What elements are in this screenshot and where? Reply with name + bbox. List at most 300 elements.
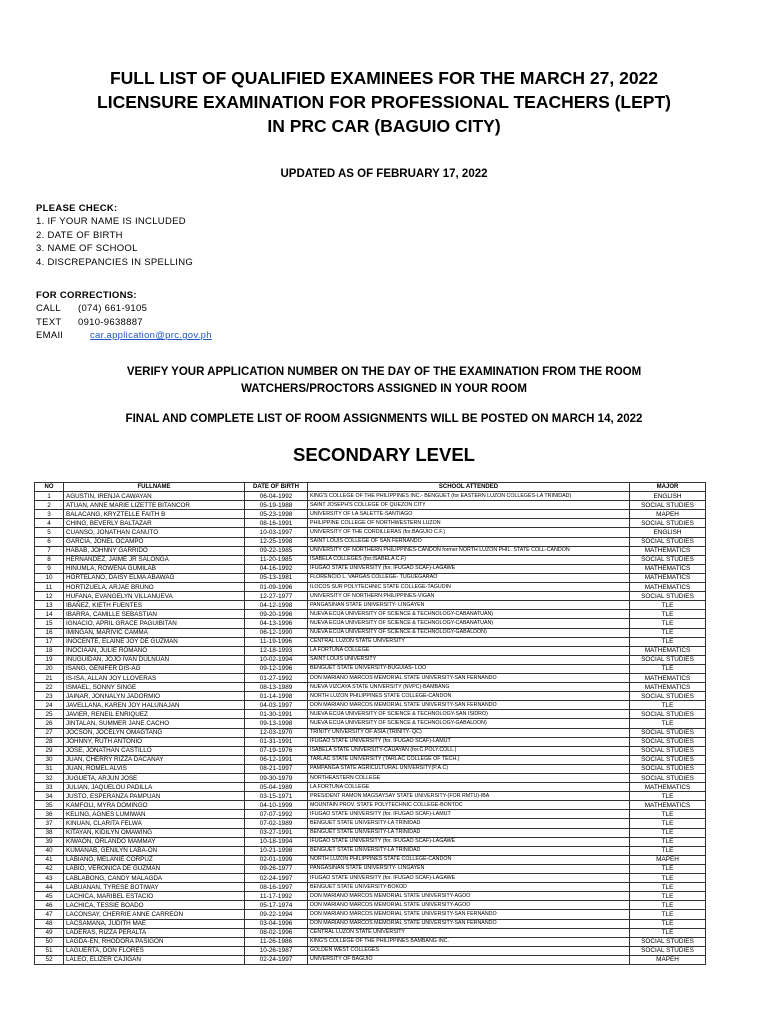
cell-no: 31 <box>35 764 64 773</box>
table-row <box>35 655 706 664</box>
cell-date-of-birth: 10-02-1994 <box>245 655 308 664</box>
cell-major: MAPEH <box>630 955 706 964</box>
cell-major: MATHEMATICS <box>630 683 706 692</box>
cell-school: ISABELA STATE UNIVERSITY-CAUAYAN (for.C.POLY.COLL.) <box>308 746 630 755</box>
cell-school: FLORENCIO L. VARGAS COLLEGE- TUGUEGARAO <box>308 573 630 582</box>
cell-fullname: JAVELLANA, KAREN JOY HALUNAJAN <box>64 701 245 710</box>
table-row <box>35 937 706 946</box>
cell-school: UNIVERSITY OF NORTHERN PHILIPPINES-VIGAN <box>308 592 630 601</box>
cell-fullname: INOCIAAN, JULIE ROMANO <box>64 646 245 655</box>
cell-no: 15 <box>35 619 64 628</box>
cell-school: SAINT LOUIS UNIVERSITY <box>308 655 630 664</box>
header-fullname: FULLNAME <box>64 483 245 492</box>
cell-major: MATHEMATICS <box>630 801 706 810</box>
verify-notice <box>60 364 708 398</box>
cell-major: MATHEMATICS <box>630 646 706 655</box>
cell-major: SOCIAL STUDIES <box>630 537 706 546</box>
table-row <box>35 528 706 537</box>
cell-major: SOCIAL STUDIES <box>630 746 706 755</box>
cell-date-of-birth: 04-13-1996 <box>245 619 308 628</box>
table-row <box>35 892 706 901</box>
cell-fullname: LACHICA, TESSIE BOADO <box>64 901 245 910</box>
document-title <box>0 66 768 138</box>
table-row <box>35 855 706 864</box>
cell-school: LA FORTUNA COLLEGE <box>308 646 630 655</box>
level-heading: SECONDARY LEVEL <box>293 444 475 465</box>
cell-fullname: CUANSO, JONATHAN CANUTO <box>64 528 245 537</box>
cell-fullname: JOHNNY, RUTH ANTONIO <box>64 737 245 746</box>
verify-line-2: WATCHERS/PROCTORS ASSIGNED IN YOUR ROOM <box>241 383 527 395</box>
cell-major: TLE <box>630 637 706 646</box>
table-row <box>35 819 706 828</box>
cell-fullname: LADERAS, RIZZA PERALTA <box>64 928 245 937</box>
cell-major: TLE <box>630 874 706 883</box>
table-row <box>35 792 706 801</box>
cell-no: 8 <box>35 555 64 564</box>
cell-school: NUEVA ECIJA UNIVERSITY OF SCIENCE & TECHNOLOGY-SAN ISIDRO) <box>308 710 630 719</box>
cell-school: NUEVA ECIJA UNIVERSITY OF SCIENCE & TECHNOLOGY-CABANATUAN) <box>308 610 630 619</box>
cell-fullname: JUAN, CHERRY RIZZA DACANAY <box>64 755 245 764</box>
table-row <box>35 728 706 737</box>
cell-school: GOLDEN WEST COLLEGES <box>308 946 630 955</box>
cell-date-of-birth: 02-24-1997 <box>245 874 308 883</box>
cell-date-of-birth: 06-12-1991 <box>245 755 308 764</box>
cell-no: 35 <box>35 801 64 810</box>
table-row <box>35 801 706 810</box>
cell-no: 7 <box>35 546 64 555</box>
table-row <box>35 928 706 937</box>
cell-no: 5 <box>35 528 64 537</box>
cell-fullname: JAVIER, RENEIL ENRIQUEZ <box>64 710 245 719</box>
cell-fullname: ISANG, GENIFER DIS-AG <box>64 664 245 673</box>
cell-fullname: HERNANDEZ, JAIME JR SALONGA <box>64 555 245 564</box>
please-check-heading: PLEASE CHECK: <box>36 203 118 214</box>
cell-date-of-birth: 01-14-1998 <box>245 692 308 701</box>
cell-fullname: JUGUETA, ARJUN JOSE <box>64 774 245 783</box>
cell-no: 25 <box>35 710 64 719</box>
cell-major: TLE <box>630 828 706 837</box>
cell-fullname: ATUAN, ANNE MARIE LIZETTE BITANCOR <box>64 501 245 510</box>
table-row <box>35 846 706 855</box>
header-date-of-birth: DATE OF BIRTH <box>245 483 308 492</box>
verify-line-1: VERIFY YOUR APPLICATION NUMBER ON THE DAY OF THE EXAMINATION FROM THE ROOM <box>126 366 642 378</box>
cell-no: 1 <box>35 492 64 501</box>
cell-major: SOCIAL STUDIES <box>630 692 706 701</box>
table-row <box>35 901 706 910</box>
cell-school: DON MARIANO MARCOS MEMORIAL STATE UNIVERSITY-SAN FERNANDO <box>308 701 630 710</box>
cell-no: 17 <box>35 637 64 646</box>
cell-no: 36 <box>35 810 64 819</box>
cell-date-of-birth: 09-30-1979 <box>245 774 308 783</box>
corrections-heading: FOR CORRECTIONS: <box>36 290 137 301</box>
cell-fullname: HORTIZUELA, ARJAE BRUNO <box>64 583 245 592</box>
table-row <box>35 564 706 573</box>
cell-major: MATHEMATICS <box>630 783 706 792</box>
cell-school: ILOCOS SUR POLYTECHNIC STATE COLLEGE-TAGUDIN <box>308 583 630 592</box>
cell-major: TLE <box>630 837 706 846</box>
cell-fullname: IBAÑEZ, KIETH FUENTES <box>64 601 245 610</box>
cell-no: 39 <box>35 837 64 846</box>
final-notice: FINAL AND COMPLETE LIST OF ROOM ASSIGNMENTS WILL BE POSTED ON MARCH 14, 2022 <box>125 413 643 425</box>
table-row <box>35 719 706 728</box>
cell-fullname: KELING, AGNES LUMIWAN <box>64 810 245 819</box>
cell-fullname: IMINGAN, MARIVIC CAMMA <box>64 628 245 637</box>
cell-no: 14 <box>35 610 64 619</box>
cell-date-of-birth: 10-18-1994 <box>245 837 308 846</box>
cell-major: TLE <box>630 619 706 628</box>
call-row <box>36 302 212 315</box>
check-item: 3. NAME OF SCHOOL <box>36 243 138 255</box>
cell-date-of-birth: 10-21-1998 <box>245 846 308 855</box>
check-item: 4. DISCREPANCIES IN SPELLING <box>36 256 194 268</box>
table-row <box>35 783 706 792</box>
cell-no: 33 <box>35 783 64 792</box>
cell-date-of-birth: 07-02-1989 <box>245 819 308 828</box>
cell-major: TLE <box>630 819 706 828</box>
table-row <box>35 501 706 510</box>
cell-no: 16 <box>35 628 64 637</box>
cell-fullname: IBARRA, CAMILLE SEBASTIAN <box>64 610 245 619</box>
cell-school: NORTH LUZON PHILIPPINES STATE COLLEGE-CANDON <box>308 855 630 864</box>
cell-school: SAINT JOSEPH'S COLLEGE OF QUEZON CITY <box>308 501 630 510</box>
cell-school: SAINT LOUIS COLLEGE OF SAN FERNANDO <box>308 537 630 546</box>
cell-fullname: JAINAR, JONNALYN JADORMIO <box>64 692 245 701</box>
cell-date-of-birth: 04-10-1999 <box>245 801 308 810</box>
header-no: NO <box>35 483 64 492</box>
cell-date-of-birth: 05-23-1998 <box>245 510 308 519</box>
cell-major: MATHEMATICS <box>630 583 706 592</box>
cell-fullname: HINUMLA, ROWENA GUMILAB <box>64 564 245 573</box>
cell-date-of-birth: 07-07-1992 <box>245 810 308 819</box>
call-number: (074) 661-9105 <box>78 303 148 315</box>
cell-fullname: BALACANG, KRYZTELLE FAITH B <box>64 510 245 519</box>
table-row <box>35 546 706 555</box>
cell-school: BENGUET STATE UNIVERSITY-LA TRINIDAD <box>308 819 630 828</box>
cell-fullname: JUSTO, ESPERANZA PAMPUAN <box>64 792 245 801</box>
cell-school: TARLAC STATE UNIVERSITY (TARLAC COLLEGE OF TECH.) <box>308 755 630 764</box>
cell-major: TLE <box>630 810 706 819</box>
cell-school: IFUGAO STATE UNIVERSITY (for. IFUGAO SCAF)-LAMUT <box>308 810 630 819</box>
cell-fullname: LACSAMANA, JUDITH MAE <box>64 919 245 928</box>
cell-no: 51 <box>35 946 64 955</box>
cell-date-of-birth: 05-04-1989 <box>245 783 308 792</box>
cell-date-of-birth: 05-17-1974 <box>245 901 308 910</box>
cell-fullname: HORTELANO, DAISY ELMA ABAWAG <box>64 573 245 582</box>
cell-fullname: INOCENTE, ELAINE JOY DE GUZMAN <box>64 637 245 646</box>
table-row <box>35 619 706 628</box>
cell-fullname: KITAYAN, KIDILYN OMAWING <box>64 828 245 837</box>
cell-fullname: HABAB, JOHNNY GARRIDO <box>64 546 245 555</box>
cell-school: PHILIPPINE COLLEGE OF NORTHWESTERN LUZON <box>308 519 630 528</box>
cell-school: DON MARIANO MARCOS MEMORIAL STATE UNIVERSITY-AGOO <box>308 901 630 910</box>
call-label: CALL <box>36 303 61 315</box>
cell-major: TLE <box>630 701 706 710</box>
cell-school: DON MARIANO MARCOS MEMORIAL STATE UNIVERSITY-AGOO <box>308 892 630 901</box>
table-row <box>35 592 706 601</box>
cell-date-of-birth: 06-12-1990 <box>245 628 308 637</box>
cell-date-of-birth: 12-18-1993 <box>245 646 308 655</box>
cell-date-of-birth: 01-31-1991 <box>245 737 308 746</box>
cell-fullname: KINUAN, CLARITA FELWA <box>64 819 245 828</box>
cell-no: 2 <box>35 501 64 510</box>
table-body <box>35 492 706 965</box>
table-row <box>35 910 706 919</box>
cell-major: TLE <box>630 601 706 610</box>
cell-major: TLE <box>630 610 706 619</box>
cell-major: TLE <box>630 883 706 892</box>
cell-date-of-birth: 08-21-1997 <box>245 764 308 773</box>
cell-fullname: LAGUERTA, DON FLORES <box>64 946 245 955</box>
cell-major: SOCIAL STUDIES <box>630 764 706 773</box>
cell-fullname: LAGDA-EN, RHODORA PASIGON <box>64 937 245 946</box>
cell-school: CENTRAL LUZON STATE UNIVERSITY <box>308 637 630 646</box>
cell-major: MATHEMATICS <box>630 546 706 555</box>
cell-school: DON MARIANO MARCOS MEMORIAL STATE UNIVERSITY-SAN FERNANDO <box>308 910 630 919</box>
table-row <box>35 774 706 783</box>
cell-date-of-birth: 01-30-1991 <box>245 710 308 719</box>
cell-school: BENGUET STATE UNIVERSITY-BUGUIAS- LOO <box>308 664 630 673</box>
cell-school: NUEVA VIZCAYA STATE UNIVERSITY (NVPC)-BAMBANG <box>308 683 630 692</box>
cell-major: SOCIAL STUDIES <box>630 755 706 764</box>
cell-no: 49 <box>35 928 64 937</box>
table-header-row <box>35 483 706 492</box>
please-check-section <box>36 202 193 269</box>
cell-fullname: LABIO, VERONICA DE GUZMAN <box>64 864 245 873</box>
table-row <box>35 764 706 773</box>
cell-fullname: JULIAN, JAQUELOU PADILLA <box>64 783 245 792</box>
cell-school: BENGUET STATE UNIVERSITY-BOKOD <box>308 883 630 892</box>
cell-date-of-birth: 01-09-1996 <box>245 583 308 592</box>
cell-school: UNIVERSITY OF NORTHERN PHILIPPINES-CANDON former NORTH LUZON PHIL. STATE COLL-CANDON <box>308 546 630 555</box>
cell-no: 19 <box>35 655 64 664</box>
cell-date-of-birth: 10-26-1987 <box>245 946 308 955</box>
cell-major: SOCIAL STUDIES <box>630 728 706 737</box>
table-row <box>35 746 706 755</box>
cell-major: TLE <box>630 792 706 801</box>
cell-major: TLE <box>630 910 706 919</box>
cell-fullname: INUGUIDAN, JOJO IVAN DULNUAN <box>64 655 245 664</box>
cell-school: PAMPANGA STATE AGRICULTURAL UNIVERSITY(P.A.C) <box>308 764 630 773</box>
cell-date-of-birth: 11-19-1996 <box>245 637 308 646</box>
cell-no: 47 <box>35 910 64 919</box>
title-line-3: IN PRC CAR (BAGUIO CITY) <box>267 116 501 136</box>
corrections-section <box>36 289 212 343</box>
cell-no: 11 <box>35 583 64 592</box>
table-row <box>35 837 706 846</box>
cell-no: 10 <box>35 573 64 582</box>
cell-fullname: KIWAON, ORLANDO MAMMAY <box>64 837 245 846</box>
table-row <box>35 919 706 928</box>
cell-fullname: AGUSTIN, IRENJA CAWAYAN <box>64 492 245 501</box>
table-row <box>35 664 706 673</box>
cell-school: NUEVA ECIJA UNIVERSITY OF SCIENCE & TECHNOLOGY-GABALDON) <box>308 719 630 728</box>
table-row <box>35 610 706 619</box>
cell-fullname: IS-ISA, ALLAN JOY LLOVERAS <box>64 673 245 682</box>
cell-date-of-birth: 02-01-1999 <box>245 855 308 864</box>
email-link[interactable]: car.application@prc.gov.ph <box>90 330 212 342</box>
header-major: MAJOR <box>630 483 706 492</box>
cell-major: SOCIAL STUDIES <box>630 946 706 955</box>
cell-date-of-birth: 08-16-1991 <box>245 519 308 528</box>
table-row <box>35 583 706 592</box>
table-row <box>35 646 706 655</box>
updated-date: UPDATED AS OF FEBRUARY 17, 2022 <box>280 168 488 180</box>
cell-major: SOCIAL STUDIES <box>630 655 706 664</box>
cell-major: TLE <box>630 719 706 728</box>
table-row <box>35 692 706 701</box>
cell-no: 24 <box>35 701 64 710</box>
cell-fullname: JOCSON, JOCELYN OMAGTANG <box>64 728 245 737</box>
cell-no: 23 <box>35 692 64 701</box>
cell-school: IFUGAO STATE UNIVERSITY (for. IFUGAO SCAF)-LAGAWE <box>308 564 630 573</box>
table-row <box>35 683 706 692</box>
cell-fullname: KAMFOLI, MYRA DOMINGO <box>64 801 245 810</box>
cell-date-of-birth: 11-17-1992 <box>245 892 308 901</box>
cell-fullname: KUMANAB, GENILYN LABA-ON <box>64 846 245 855</box>
cell-no: 38 <box>35 828 64 837</box>
cell-school: PANGASINAN STATE UNIVERSITY- LINGAYEN <box>308 864 630 873</box>
cell-date-of-birth: 10-03-1997 <box>245 528 308 537</box>
cell-no: 41 <box>35 855 64 864</box>
cell-major: TLE <box>630 919 706 928</box>
cell-date-of-birth: 04-16-1992 <box>245 564 308 573</box>
table-row <box>35 601 706 610</box>
cell-fullname: LABIANO, MELANIE CORPUZ <box>64 855 245 864</box>
cell-major: TLE <box>630 892 706 901</box>
table-row <box>35 864 706 873</box>
table-row <box>35 737 706 746</box>
cell-major: SOCIAL STUDIES <box>630 937 706 946</box>
cell-school: ISABELA COLLEGES (for.ISABELA C.F) <box>308 555 630 564</box>
cell-school: DON MARIANO MARCOS MEMORIAL STATE UNIVERSITY-SAN FERNANDO <box>308 919 630 928</box>
cell-date-of-birth: 11-26-1986 <box>245 937 308 946</box>
cell-major: ENGLISH <box>630 492 706 501</box>
cell-no: 30 <box>35 755 64 764</box>
cell-date-of-birth: 12-27-1977 <box>245 592 308 601</box>
table-row <box>35 710 706 719</box>
cell-major: SOCIAL STUDIES <box>630 710 706 719</box>
cell-major: MATHEMATICS <box>630 673 706 682</box>
table-row <box>35 755 706 764</box>
cell-no: 6 <box>35 537 64 546</box>
cell-fullname: LABUANAN, TYRESE BOTIWAY <box>64 883 245 892</box>
cell-fullname: JUAN, ROMEL ALVIS <box>64 764 245 773</box>
cell-school: PANGASINAN STATE UNIVERSITY- LINGAYEN <box>308 601 630 610</box>
cell-major: TLE <box>630 864 706 873</box>
cell-date-of-birth: 08-16-1997 <box>245 883 308 892</box>
cell-major: MAPEH <box>630 510 706 519</box>
cell-fullname: ISMAEL, SONNY SINGE <box>64 683 245 692</box>
cell-fullname: JOSE, JONATHAN CASTILLO <box>64 746 245 755</box>
table-row <box>35 519 706 528</box>
title-line-1: FULL LIST OF QUALIFIED EXAMINEES FOR THE MARCH 27, 2022 <box>109 68 659 88</box>
cell-no: 21 <box>35 673 64 682</box>
cell-school: BENGUET STATE UNIVERSITY-LA TRINIDAD <box>308 828 630 837</box>
cell-no: 44 <box>35 883 64 892</box>
cell-date-of-birth: 05-13-1981 <box>245 573 308 582</box>
cell-school: NUEVA ECIJA UNIVERSITY OF SCIENCE & TECHNOLOGY-CABANATUAN) <box>308 619 630 628</box>
cell-date-of-birth: 04-12-1998 <box>245 601 308 610</box>
cell-major: SOCIAL STUDIES <box>630 501 706 510</box>
check-item: 2. DATE OF BIRTH <box>36 229 123 241</box>
cell-school: IFUGAO STATE UNIVERSITY (for. IFUGAO SCAF)-LAMUT <box>308 737 630 746</box>
cell-date-of-birth: 01-27-1992 <box>245 673 308 682</box>
table-row <box>35 810 706 819</box>
cell-major: MATHEMATICS <box>630 573 706 582</box>
cell-major: SOCIAL STUDIES <box>630 519 706 528</box>
table-row <box>35 537 706 546</box>
cell-major: MAPEH <box>630 855 706 864</box>
table-row <box>35 955 706 964</box>
cell-date-of-birth: 09-13-1998 <box>245 719 308 728</box>
cell-no: 34 <box>35 792 64 801</box>
cell-no: 22 <box>35 683 64 692</box>
table-row <box>35 701 706 710</box>
cell-major: SOCIAL STUDIES <box>630 555 706 564</box>
cell-no: 46 <box>35 901 64 910</box>
cell-fullname: HUFANA, EVANGELYN VILLANUEVA <box>64 592 245 601</box>
cell-no: 52 <box>35 955 64 964</box>
table-row <box>35 628 706 637</box>
cell-fullname: LABLABONG, CANDY MALAGDA <box>64 874 245 883</box>
cell-school: NUEVA ECIJA UNIVERSITY OF SCIENCE & TECHNOLOGY-GABALDON) <box>308 628 630 637</box>
cell-no: 27 <box>35 728 64 737</box>
cell-no: 18 <box>35 646 64 655</box>
cell-no: 48 <box>35 919 64 928</box>
cell-fullname: GARCIA, JONEL OCAMPO <box>64 537 245 546</box>
cell-school: CENTRAL LUZON STATE UNIVERSITY <box>308 928 630 937</box>
text-row <box>36 316 212 329</box>
cell-major: TLE <box>630 846 706 855</box>
check-item: 1. IF YOUR NAME IS INCLUDED <box>36 216 186 228</box>
cell-school: MOUNTAIN PROV. STATE POLYTECHNIC COLLEGE-BONTOC <box>308 801 630 810</box>
cell-no: 9 <box>35 564 64 573</box>
cell-fullname: LACHICA, MARIBEL ESTACIO <box>64 892 245 901</box>
cell-no: 4 <box>35 519 64 528</box>
cell-major: TLE <box>630 901 706 910</box>
cell-fullname: JINTALAN, SUMMER JANE CACHO <box>64 719 245 728</box>
cell-major: ENGLISH <box>630 528 706 537</box>
cell-fullname: IGNACIO, APRIL GRACE PAGUIBITAN <box>64 619 245 628</box>
cell-no: 28 <box>35 737 64 746</box>
cell-no: 29 <box>35 746 64 755</box>
table-row <box>35 828 706 837</box>
cell-major: SOCIAL STUDIES <box>630 737 706 746</box>
cell-school: KING'S COLLEGE OF THE PHILIPPINES BAMBANG INC. <box>308 937 630 946</box>
examinees-table <box>34 482 706 965</box>
cell-date-of-birth: 09-20-1996 <box>245 610 308 619</box>
cell-no: 42 <box>35 864 64 873</box>
text-number: 0910-9638887 <box>78 316 143 328</box>
title-line-2: LICENSURE EXAMINATION FOR PROFESSIONAL TEACHERS (LEPT) <box>97 92 671 112</box>
cell-no: 12 <box>35 592 64 601</box>
cell-no: 43 <box>35 874 64 883</box>
table-row <box>35 874 706 883</box>
cell-date-of-birth: 09-22-1985 <box>245 546 308 555</box>
cell-date-of-birth: 09-26-1977 <box>245 864 308 873</box>
cell-no: 37 <box>35 819 64 828</box>
cell-no: 26 <box>35 719 64 728</box>
cell-no: 40 <box>35 846 64 855</box>
table-row <box>35 573 706 582</box>
cell-no: 20 <box>35 664 64 673</box>
cell-no: 50 <box>35 937 64 946</box>
cell-school: UNIVERSITY OF LA SALETTE-SANTIAGO <box>308 510 630 519</box>
table-row <box>35 510 706 519</box>
cell-fullname: CHING, BEVERLY BALTAZAR <box>64 519 245 528</box>
cell-date-of-birth: 07-19-1976 <box>245 746 308 755</box>
cell-major: TLE <box>630 628 706 637</box>
